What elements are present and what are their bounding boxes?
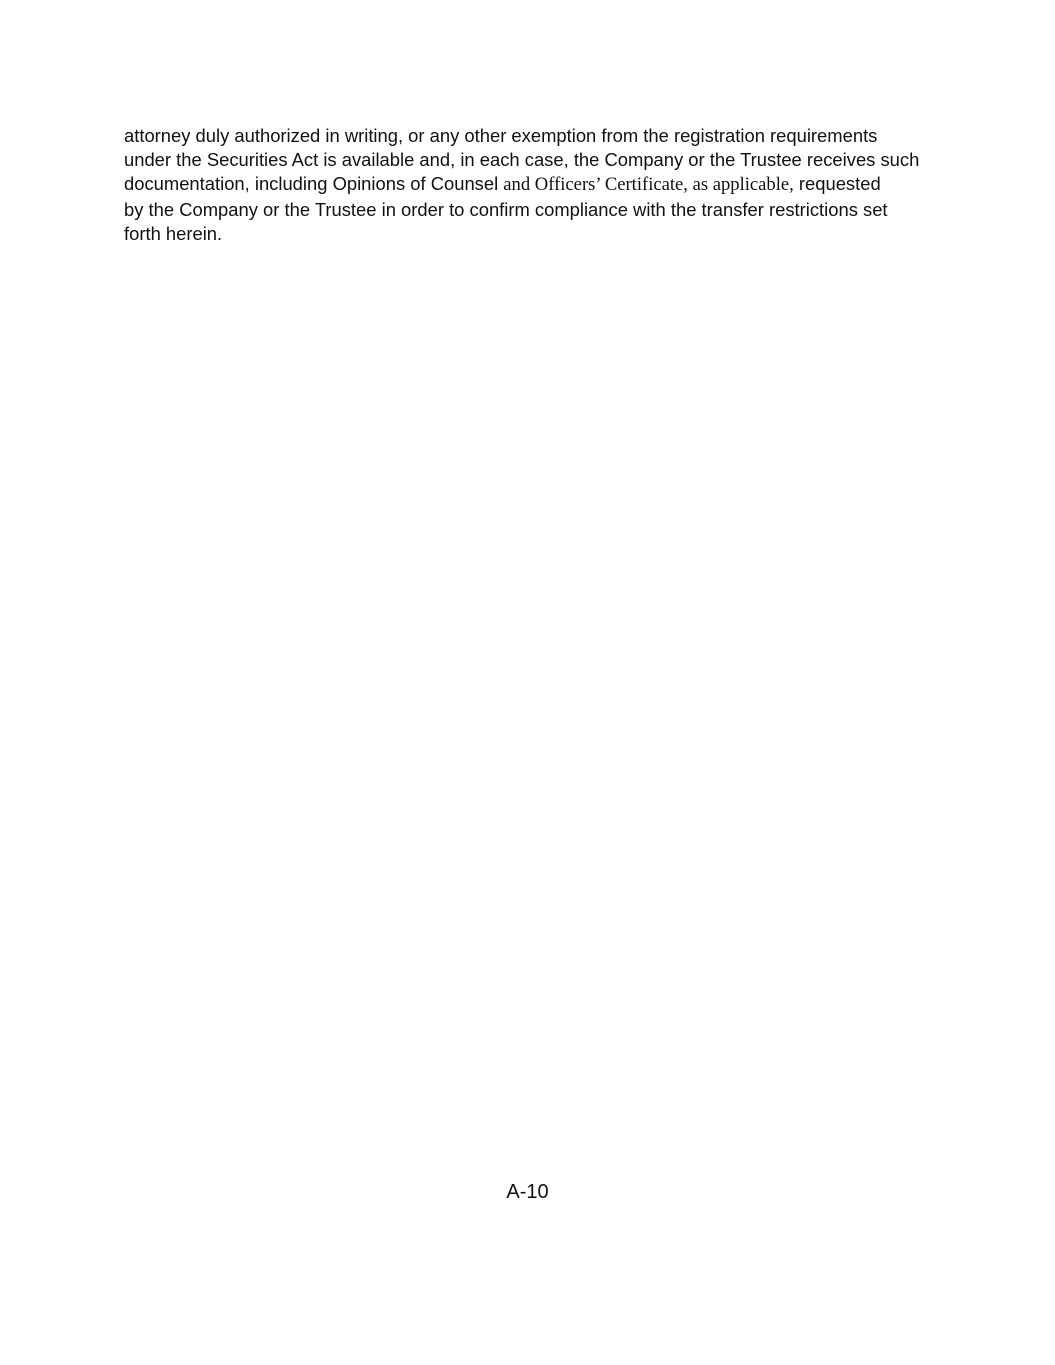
paragraph-line (124, 172, 934, 197)
body-paragraph (124, 124, 934, 246)
paragraph-line: under the Securities Act is available and, in each case, the Company or the Trustee receives such (124, 149, 920, 171)
page-number: A-10 (506, 1181, 549, 1203)
paragraph-line: by the Company or the Trustee in order to confirm compliance with the transfer restrictions set (124, 198, 888, 220)
paragraph-line: attorney duly authorized in writing, or any other exemption from the registration requirements (124, 125, 878, 146)
paragraph-line: forth herein. (124, 222, 223, 244)
paragraph-line-segment: requested (793, 173, 881, 195)
paragraph-line-segment-serif: and Officers’ Certificate, as applicable, (503, 174, 794, 196)
paragraph-line-segment: documentation, including Opinions of Counsel (124, 173, 504, 195)
